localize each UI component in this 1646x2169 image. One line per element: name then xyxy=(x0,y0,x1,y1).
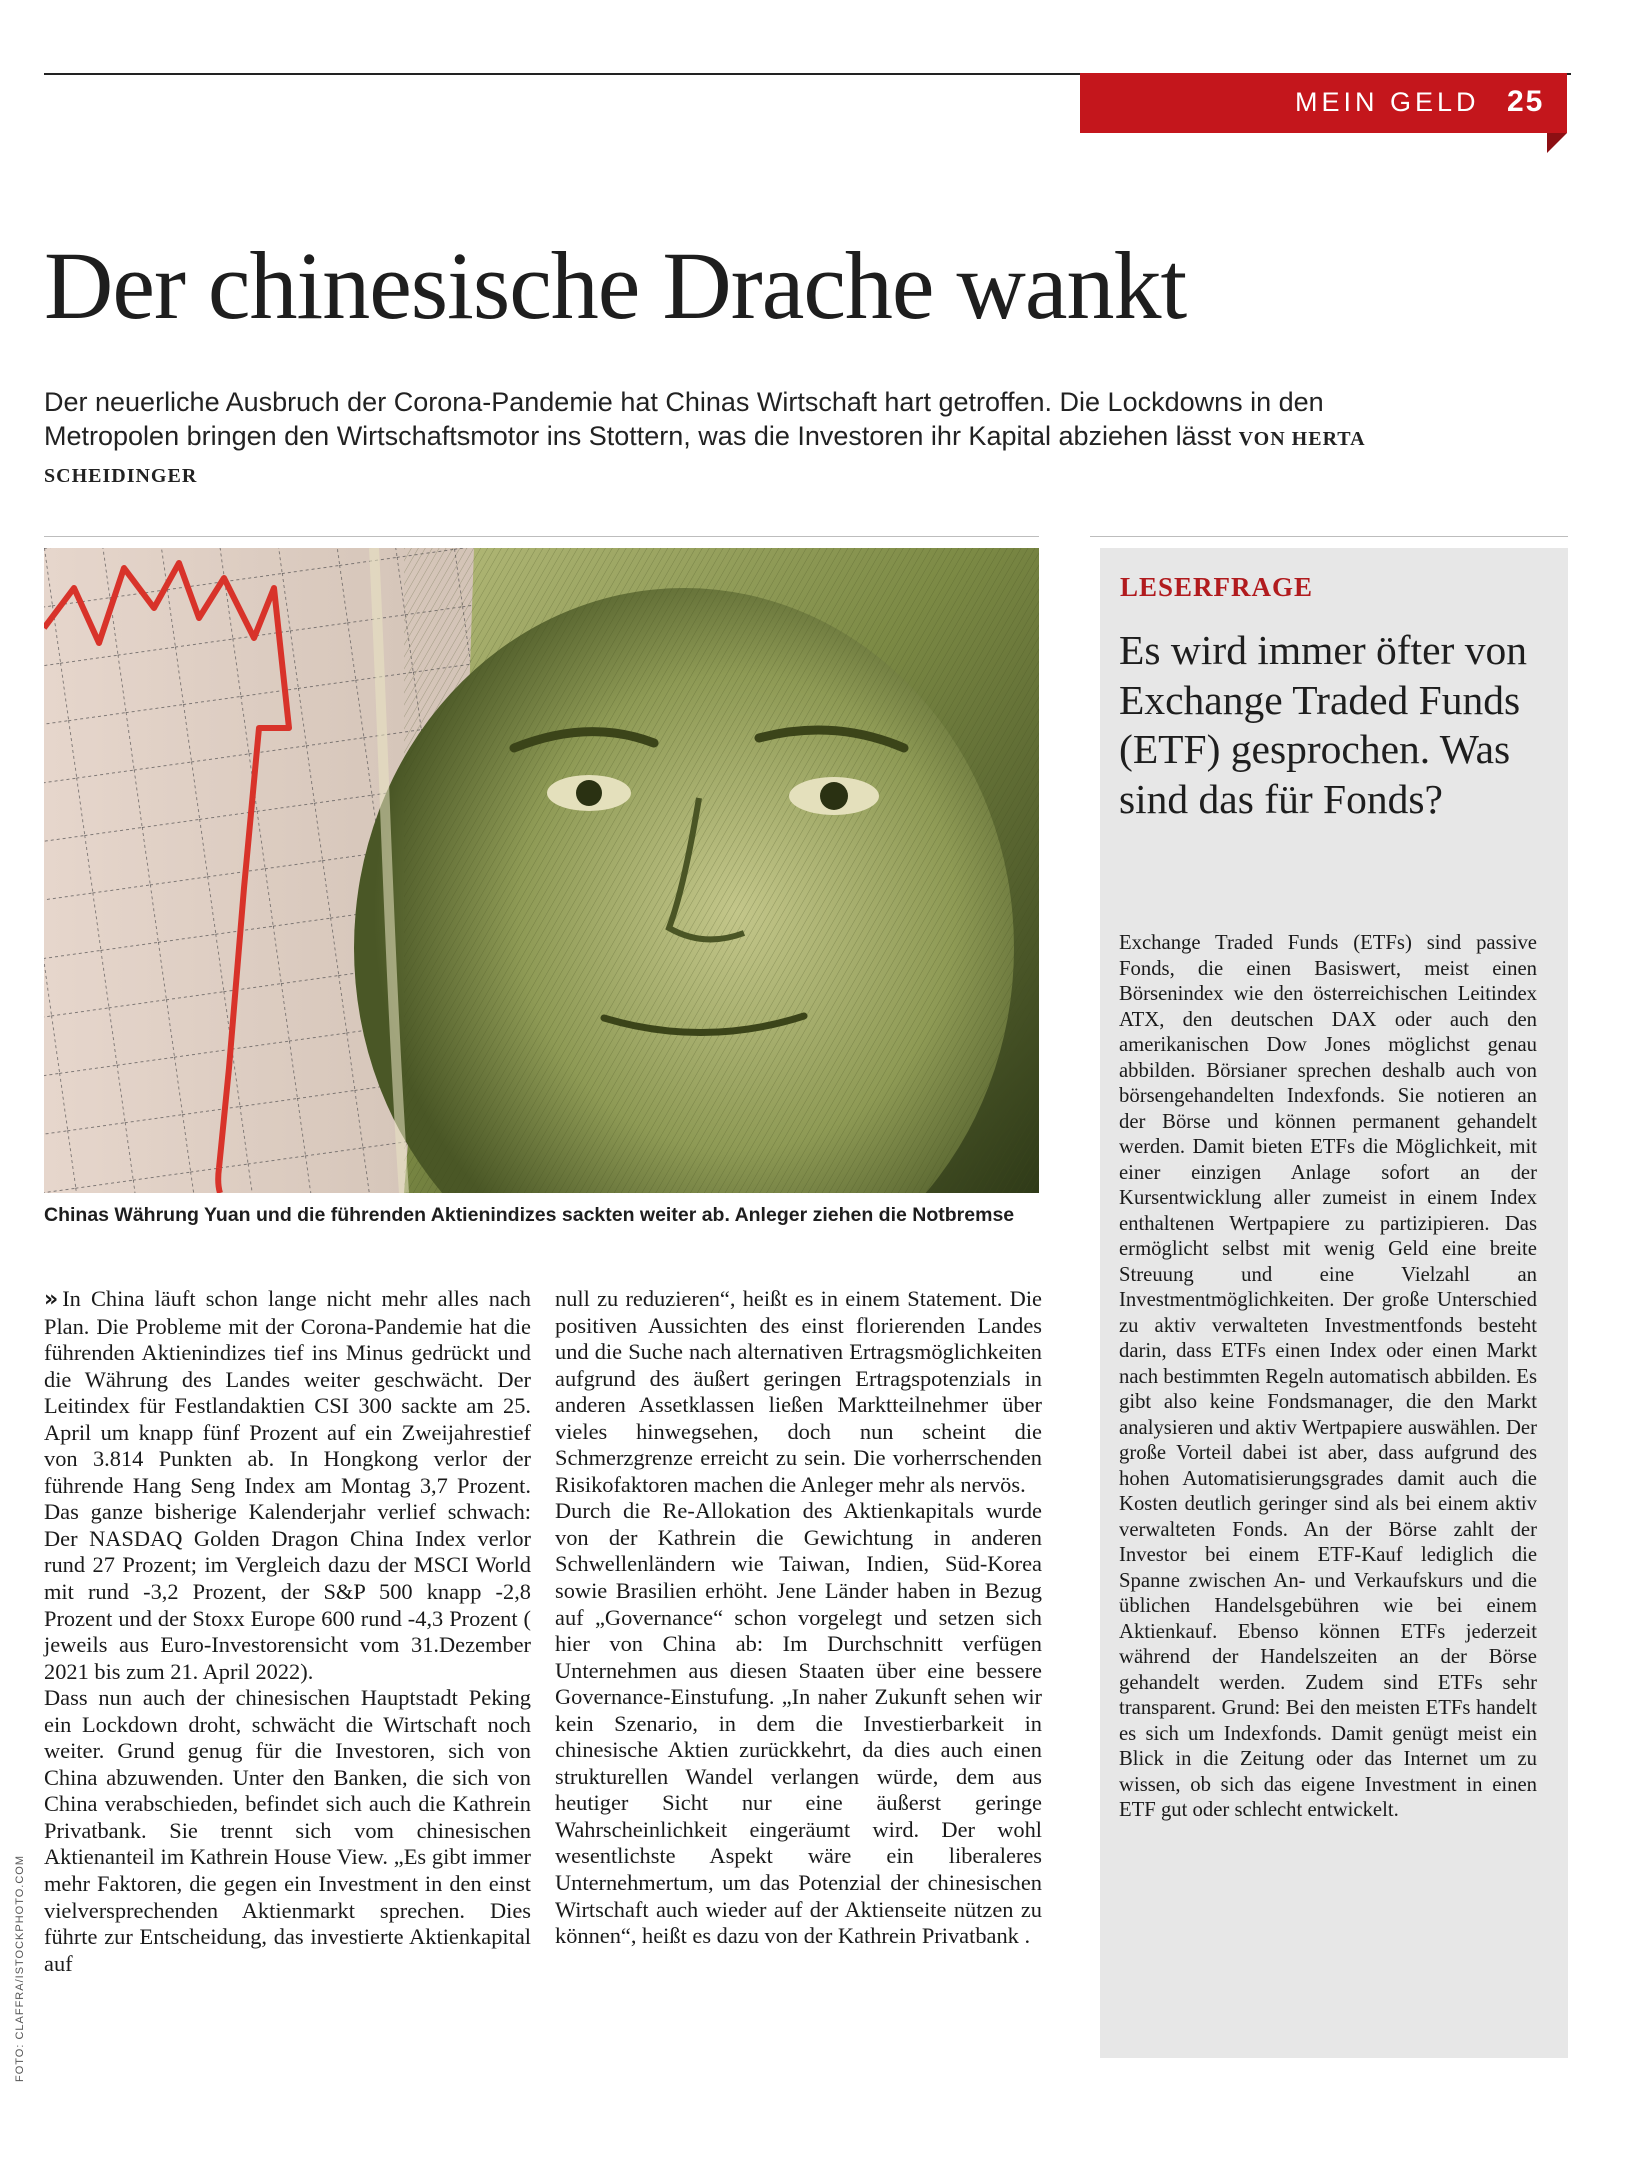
section-tab xyxy=(1080,73,1567,133)
sidebar-top-rule xyxy=(1090,536,1568,537)
image-top-rule xyxy=(44,536,1039,537)
byline: VON HERTA SCHEIDINGER xyxy=(44,428,1365,487)
article-photo xyxy=(44,548,1039,1193)
paragraph: Dass nun auch der chinesischen Hauptstadt Peking ein Lockdown droht, schwächt die Wirtschaft noch weiter. Grund genug für die Investoren, sich von China abzuwenden. Unter den Banken, die sich von China verabschieden, befindet sich auch die Kathrein Privatbank. Sie trennt sich vom chinesischen Aktienanteil im Kathrein House View. „Es gibt immer mehr Faktoren, die gegen ein Investment in den einst vielversprechenden Aktienmarkt sprechen. Dies führte zur Entscheidung, das investierte Aktienkapital auf xyxy=(44,1685,531,1976)
article-column-1 xyxy=(44,1286,531,1977)
lead-marker: » xyxy=(44,1287,59,1312)
reader-question-box xyxy=(1100,548,1568,2058)
section-label: MEIN GELD xyxy=(1295,87,1480,117)
sidebar-question: Es wird immer öfter von Exchange Traded Funds (ETF) gesprochen. Was sind das für Fonds? xyxy=(1119,627,1527,822)
paragraph: Exchange Traded Funds (ETFs) sind passive Fonds, die einen Basiswert, meist einen Börsenindex wie den österreichischen Leitindex ATX, den deutschen DAX oder auch den amerikanischen Dow Jones möglichst genau abbilden. Börsianer sprechen deshalb auch von börsengehandelten Indexfonds. Sie notieren an der Börse und können permanent gehandelt werden. Damit bieten ETFs die Möglichkeit, mit einer einzigen Anlage sofort an der Kursentwicklung aller zumeist in einem Index enthaltenen Wertpapiere zu partizipieren. Das ermöglicht selbst mit wenig Geld eine breite Streuung und eine Vielzahl an Investmentmöglichkeiten. Der große Unterschied zu aktiv verwalteten Investmentfonds besteht darin, dass ETFs einen Index oder einen Markt nach bestimmten Regeln automatisch abbilden. Es gibt also keine Fondsmanager, die den Markt analysieren und aktiv Wertpapiere auswählen. Der große Vorteil dabei ist aber, dass aufgrund des hohen Automatisierungsgrades damit auch die Kosten deutlich geringer sind als bei einem aktiv verwalteten Fonds. An der Börse zahlt der Investor bei einem ETF-Kauf lediglich die Spanne zwischen An- und Verkaufskurs und die üblichen Handelsgebühren wie bei einem Aktienkauf. Ebenso können ETFs jederzeit während der Handelszeiten an der Börse gehandelt werden. Zudem sind ETFs sehr transparent. Grund: Bei den meisten ETFs handelt es sich um Indexfonds. Damit genügt meist ein Blick in die Zeitung oder das Internet um zu wissen, ob sich das eigene Investment in einen ETF gut oder schlecht entwickelt. xyxy=(1119,932,1537,1821)
paragraph: » In China läuft schon lange nicht mehr alles nach Plan. Die Probleme mit der Corona-Pandemie hat die führenden Aktienindizes tief ins Minus gedrückt und die Währung des Landes weiter geschwächt. Der Leitindex für Festlandaktien CSI 300 sackte am 25. April um knapp fünf Prozent auf ein Zweijahrestief von 3.814 Punkten ab. In Hongkong verlor der führende Hang Seng Index am Montag 3,7 Prozent. Das ganze bisherige Kalenderjahr verlief schwach: Der NASDAQ Golden Dragon China Index verlor rund 27 Prozent; im Vergleich dazu der MSCI World mit rund -3,2 Prozent, der S&P 500 knapp -2,8 Prozent und der Stoxx Europe 600 rund -4,3 Prozent ( jeweils aus Euro-Investorensicht vom 31.Dezember 2021 bis zum 21. April 2022). xyxy=(44,1286,531,1684)
paragraph: Durch die Re-Allokation des Aktienkapitals wurde von der Kathrein die Gewichtung in anderen Schwellenländern wie Taiwan, Indien, Süd-Korea sowie Brasilien erhöht. Jene Länder haben in Bezug auf „Governance“ schon vorgelegt und setzen sich hier von China ab: Im Durchschnitt verfügen Unternehmen aus diesen Staaten über eine bessere Governance-Einstufung. „In naher Zukunft sehen wir kein Szenario, in dem die Investierbarkeit in chinesische Aktien zurückkehrt, da dies auch einen strukturellen Wandel verlangen würde, dem aus heutiger Sicht nur eine äußerst geringe Wahrscheinlichkeit eingeräumt wird. Der wohl wesentlichste Aspekt wäre ein liberaleres Unternehmertum, um das Potenzial der chinesischen Wirtschaft auch wieder auf der Aktienseite nützen zu können“, heißt es dazu von der Kathrein Privatbank . xyxy=(555,1498,1042,1949)
yuan-banknote-chart-illustration xyxy=(44,548,1039,1193)
photo-credit: FOTO: CLAFFRA/ISTOCKPHOTO.COM xyxy=(14,1854,26,2082)
article-headline: Der chinesische Drache wankt xyxy=(44,232,1187,339)
section-tab-fold xyxy=(1547,133,1567,153)
paragraph: null zu reduzieren“, heißt es in einem Statement. Die positiven Aussichten des einst florierenden Landes und die Suche nach alternativen Ertragsmöglichkeiten aufgrund des äußert geringen Ertragspotenzials in anderen Assetklassen ließen Marktteilnehmer über vieles hinwegsehen, doch nun scheint die Schmerzgrenze erreicht zu sein. Die vorherrschenden Risikofaktoren machen die Anleger mehr als nervös. xyxy=(555,1286,1042,1497)
article-column-2 xyxy=(555,1286,1042,1950)
photo-caption: Chinas Währung Yuan und die führenden Aktienindizes sackten weiter ab. Anleger ziehen die Notbremse xyxy=(44,1204,1015,1226)
sidebar-kicker: LESERFRAGE xyxy=(1120,572,1314,602)
sidebar-answer xyxy=(1119,931,1537,1824)
page-number: 25 xyxy=(1507,85,1545,118)
teaser-text: Der neuerliche Ausbruch der Corona-Pandemie hat Chinas Wirtschaft hart getroffen. Die Lockdowns in den Metropolen bringen den Wirtschaftsmotor ins Stottern, was die Investoren ihr Kapital abziehen lässt xyxy=(44,387,1324,451)
article-teaser xyxy=(44,385,1404,493)
